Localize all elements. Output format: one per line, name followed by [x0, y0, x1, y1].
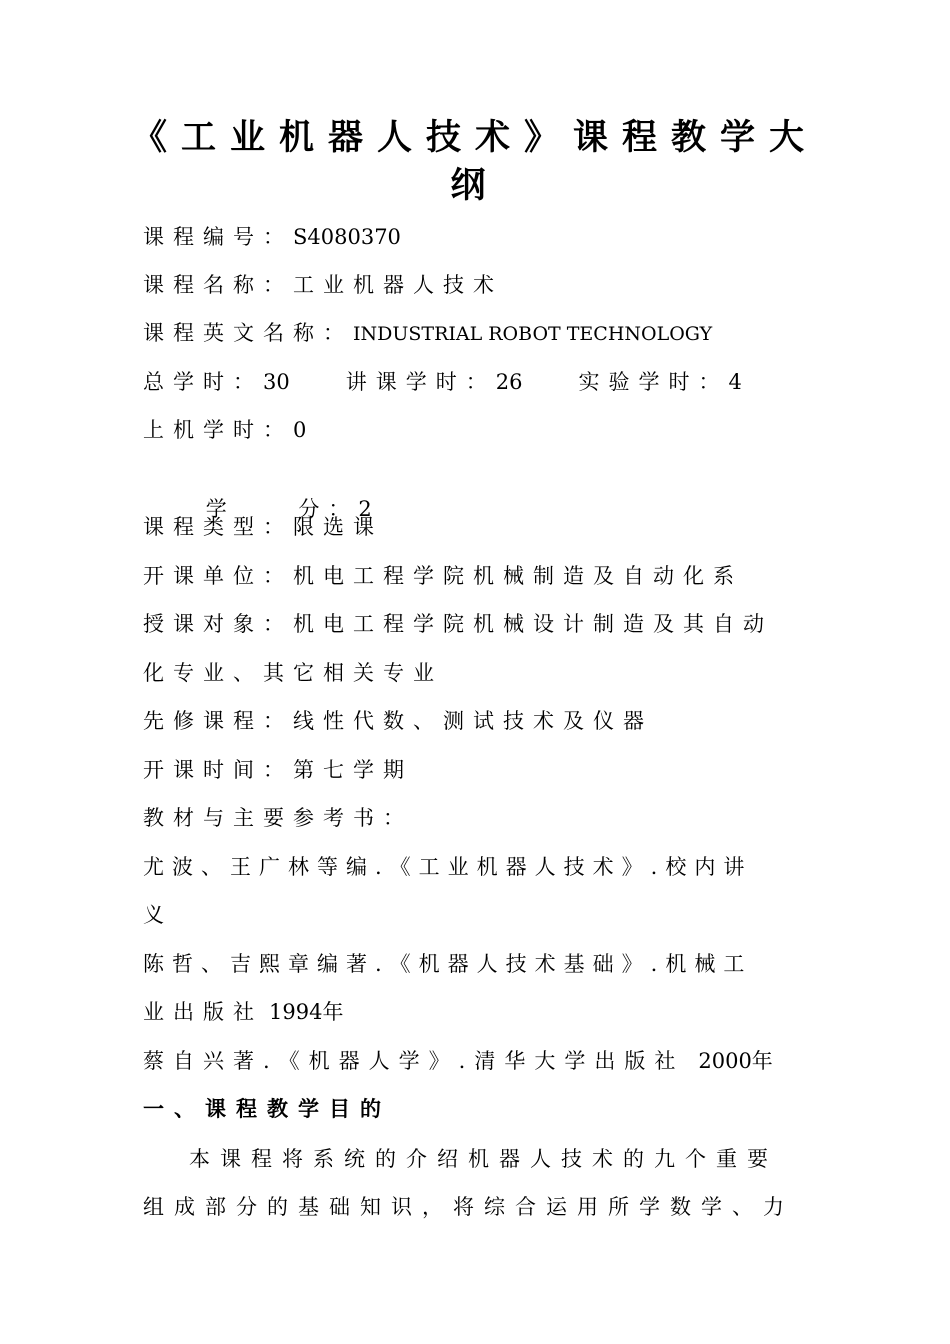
- computer-hours-label: 上机学时：: [143, 418, 293, 442]
- english-name-value: INDUSTRIAL ROBOT TECHNOLOGY: [353, 323, 713, 345]
- prerequisites-row: [143, 706, 808, 736]
- course-code-row: [143, 222, 808, 252]
- audience-value-line-1: 机电工程学院机械设计制造及其自动: [293, 612, 773, 636]
- lecture-hours-label: 讲课学时：: [345, 370, 496, 394]
- semester-label: 开课时间：: [143, 758, 293, 782]
- credits-label: 学 分：: [205, 497, 359, 521]
- section-1-paragraph-line-2: 组成部分的基础知识，将综合运用所学数学、力: [143, 1195, 794, 1219]
- total-hours-value: 30: [263, 370, 290, 394]
- reference-1-line-1: 尤波、王广林等编.《工业机器人技术》.校内讲: [143, 855, 753, 879]
- computer-hours-value: 0: [293, 418, 307, 442]
- prerequisites-label: 先修课程：: [143, 709, 293, 733]
- department-label: 开课单位：: [143, 564, 293, 588]
- course-code-value: S4080370: [293, 225, 401, 249]
- prerequisites-value: 线性代数、测试技术及仪器: [293, 709, 653, 733]
- english-name-label: 课程英文名称：: [143, 321, 353, 345]
- reference-2-line-2: [143, 997, 808, 1027]
- course-code-label: 课程编号：: [143, 225, 293, 249]
- course-name-label: 课程名称：: [143, 273, 293, 297]
- reference-3-text: 蔡自兴著.《机器人学》.清华大学出版社: [143, 1049, 685, 1073]
- course-type-row: [143, 512, 808, 542]
- credits-value: 2: [358, 497, 372, 521]
- department-value: 机电工程学院机械制造及自动化系: [293, 564, 743, 588]
- course-name-value: 工业机器人技术: [293, 273, 503, 297]
- english-name-row: [143, 318, 808, 349]
- computer-hours-row: [143, 415, 808, 445]
- semester-row: [143, 755, 808, 785]
- course-type-label: 课程类型：: [143, 515, 293, 539]
- audience-continuation: 化专业、其它相关专业: [143, 661, 443, 685]
- reference-2-line-1: 陈哲、吉熙章编著.《机器人技术基础》.机械工: [143, 952, 753, 976]
- reference-3-line: [143, 1046, 808, 1076]
- department-row: [143, 561, 808, 591]
- course-type-value: 限选课: [293, 515, 383, 539]
- section-1-heading: 一、课程教学目的: [143, 1097, 391, 1121]
- lecture-hours-value: 26: [495, 370, 523, 394]
- reference-1-line-2: 义: [143, 903, 173, 927]
- audience-row: [143, 609, 808, 639]
- reference-3-year: 2000年: [698, 1049, 773, 1073]
- reference-2-publisher: 业出版社: [143, 1000, 263, 1024]
- semester-value: 第七学期: [293, 758, 413, 782]
- lab-hours-value: 4: [728, 370, 742, 394]
- course-name-row: [143, 270, 808, 300]
- references-label: 教材与主要参考书：: [143, 806, 413, 830]
- section-1-paragraph-line-1: 本课程将系统的介绍机器人技术的九个重要: [189, 1147, 778, 1171]
- document-title-line-1: 《工业机器人技术》课程教学大: [131, 118, 818, 158]
- hours-row: [143, 367, 808, 397]
- lab-hours-label: 实验学时：: [578, 370, 729, 394]
- reference-2-year: 1994年: [269, 1000, 344, 1024]
- audience-label: 授课对象：: [143, 612, 293, 636]
- total-hours-label: 总学时：: [143, 370, 263, 394]
- document-title-line-2: 纲: [450, 166, 500, 206]
